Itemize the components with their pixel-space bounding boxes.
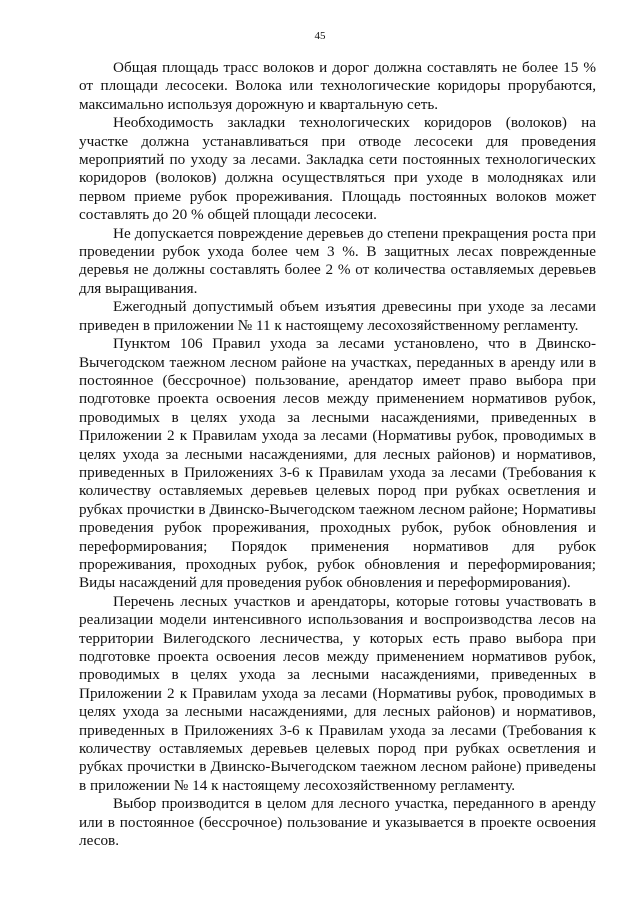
paragraph-trails-area: Общая площадь трасс волоков и дорог должна составлять не более 15 % от площади лесосеки. Волока или технологические коридоры прорубаются, максимально используя дорожную и квартальную сеть.	[79, 59, 596, 113]
paragraph-tech-corridors: Необходимость закладки технологических коридоров (волоков) на участке должна устанавливаться при отводе лесосеки для проведения мероприятий по уходу за лесами. Закладка сети постоянных технологических коридоров (волоков) должна осуществляться при уходе в молодняках или первом приеме рубок прореживания. Площадь постоянных волоков может составлять до 20 % общей площади лесосеки.	[79, 114, 596, 224]
paragraph-annual-volume: Ежегодный допустимый объем изъятия древесины при уходе за лесами приведен в приложении № 11 к настоящему лесохозяйственному регламенту.	[79, 298, 596, 334]
paragraph-tree-damage: Не допускается повреждение деревьев до степени прекращения роста при проведении рубок ухода более чем 3 %. В защитных лесах поврежденные деревья не должны составлять более 2 % от количества оставляемых деревьев для выращивания.	[79, 224, 596, 297]
paragraph-choice: Выбор производится в целом для лесного участка, переданного в аренду или в постоянное (бессрочное) пользование и указывается в проекте освоения лесов.	[79, 795, 596, 850]
page-number: 45	[314, 30, 326, 42]
paragraph-rule-106: Пунктом 106 Правил ухода за лесами установлено, что в Двинско-Вычегодском таежном лесном районе на участках, переданных в аренду или в постоянное (бессрочное) пользование, арендатор имеет право выбора при подготовке проекта освоения лесов между применением нормативов рубок, проводимых в целях ухода за лесными насаждениями, приведенных в Приложении 2 к Правилам ухода за лесами (Нормативы рубок, проводимых в целях ухода за лесными насаждениями, для лесных районов) и нормативов, приведенных в Приложениях 3-6 к Правилам ухода за лесами (Требования к количеству оставляемых деревьев целевых пород при рубках осветления и рубках прочистки в Двинско-Вычегодском таежном лесном районе; Нормативы проведения рубок прореживания, проходных рубок, рубок обновления и переформирования; Порядок применения нормативов для рубок прореживания, проходных рубок, рубок обновления и переформирования; Виды насаждений для проведения рубок обновления и переформирования).	[79, 335, 596, 592]
paragraph-plots-list: Перечень лесных участков и арендаторы, которые готовы участвовать в реализации модели интенсивного использования и воспроизводства лесов на территории Вилегодского лесничества, у которых есть право выбора при подготовке проекта освоения лесов между применением нормативов рубок, проводимых в целях ухода за лесными насаждениями, приведенных в Приложении 2 к Правилам ухода за лесами (Нормативы рубок, проводимых в целях ухода за лесными насаждениями, для лесных районов) и нормативов, приведенных в Приложениях 3-6 к Правилам ухода за лесами (Требования к количеству оставляемых деревьев целевых пород при рубках осветления и рубках прочистки в Двинско-Вычегодском таежном лесном районе) приведены в приложении № 14 к настоящему лесохозяйственному регламенту.	[79, 592, 596, 794]
document-body	[79, 59, 596, 850]
